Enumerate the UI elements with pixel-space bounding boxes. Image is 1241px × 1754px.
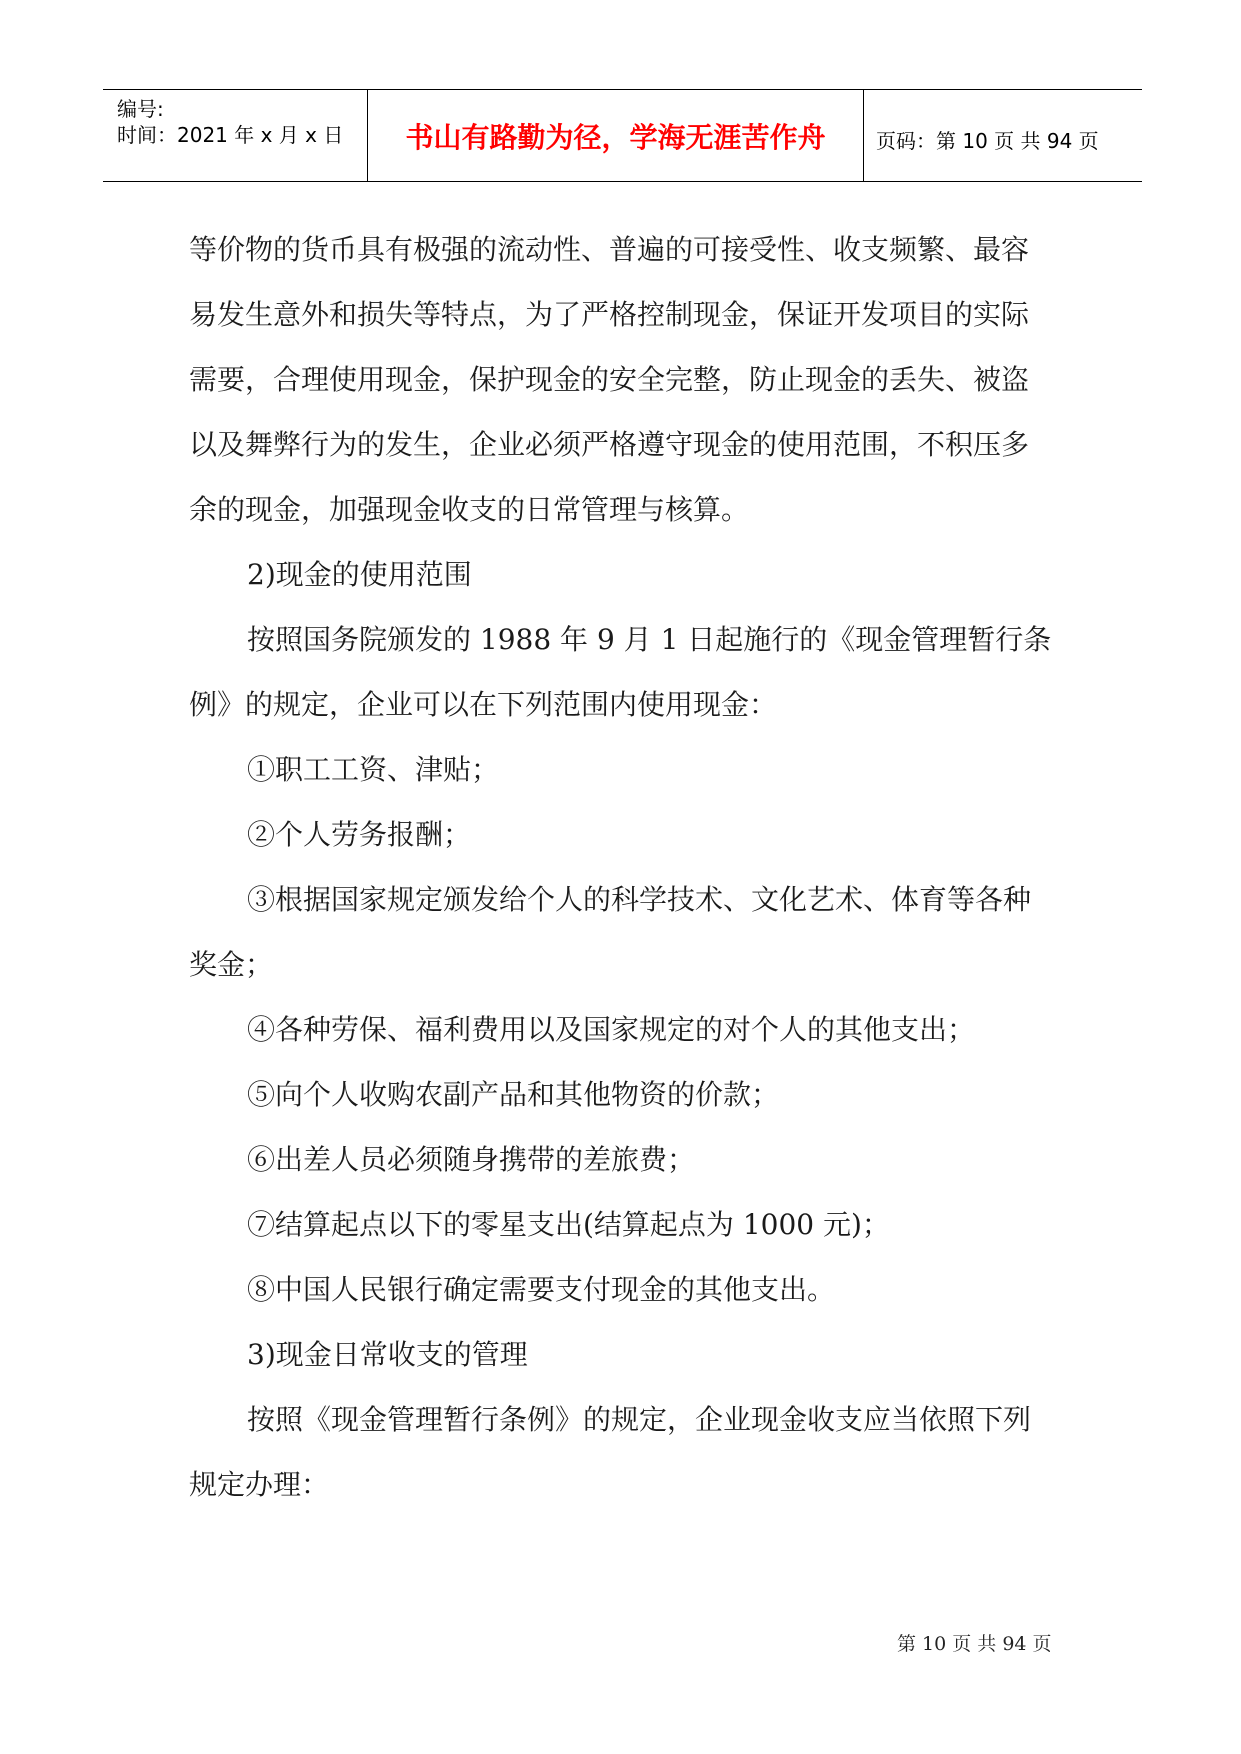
page-header	[103, 89, 1142, 182]
paragraph-line: 2)现金的使用范围	[247, 558, 472, 591]
paragraph-line: 规定办理：	[189, 1468, 330, 1501]
paragraph-line: ⑤向个人收购农副产品和其他物资的价款；	[247, 1078, 780, 1111]
header-page-cell	[864, 90, 1142, 181]
paragraph-line: ④各种劳保、福利费用以及国家规定的对个人的其他支出；	[247, 1013, 976, 1046]
paragraph-line: 等价物的货币具有极强的流动性、普遍的可接受性、收支频繁、最容	[189, 233, 1030, 266]
paragraph-line: 3)现金日常收支的管理	[247, 1338, 528, 1371]
paragraph-line: 以及舞弊行为的发生，企业必须严格遵守现金的使用范围，不积压多	[189, 428, 1030, 461]
paragraph-line: ⑦结算起点以下的零星支出(结算起点为 1000 元)；	[247, 1208, 890, 1241]
page-footer: 第 10 页 共 94 页	[897, 1633, 1052, 1655]
date-label: 时间：2021 年 x 月 x 日	[117, 123, 344, 147]
paragraph-line: 例》的规定，企业可以在下列范围内使用现金：	[189, 688, 778, 721]
paragraph-line: ①职工工资、津贴；	[247, 753, 500, 786]
paragraph-line: 余的现金，加强现金收支的日常管理与核算。	[189, 493, 750, 526]
body-text	[189, 217, 1069, 1517]
paragraph-line: ②个人劳务报酬；	[247, 818, 472, 851]
motto-text: 书山有路勤为径，学海无涯苦作舟	[405, 121, 826, 154]
paragraph-line: 按照《现金管理暂行条例》的规定，企业现金收支应当依照下列	[247, 1403, 1032, 1436]
paragraph-line: 按照国务院颁发的 1988 年 9 月 1 日起施行的《现金管理暂行条	[247, 623, 1052, 656]
header-info-cell	[103, 90, 368, 181]
paragraph-line: 易发生意外和损失等特点，为了严格控制现金，保证开发项目的实际	[189, 298, 1030, 331]
paragraph-line: ⑧中国人民银行确定需要支付现金的其他支出。	[247, 1273, 836, 1306]
paragraph-line: 奖金；	[189, 948, 274, 981]
paragraph-line: ③根据国家规定颁发给个人的科学技术、文化艺术、体育等各种	[247, 883, 1032, 916]
header-motto-cell	[368, 90, 864, 181]
paragraph-line: ⑥出差人员必须随身携带的差旅费；	[247, 1143, 696, 1176]
paragraph-line: 需要，合理使用现金，保护现金的安全完整，防止现金的丢失、被盗	[189, 363, 1030, 396]
serial-number-label: 编号:	[117, 97, 164, 121]
header-page-number: 页码：第 10 页 共 94 页	[876, 129, 1099, 153]
